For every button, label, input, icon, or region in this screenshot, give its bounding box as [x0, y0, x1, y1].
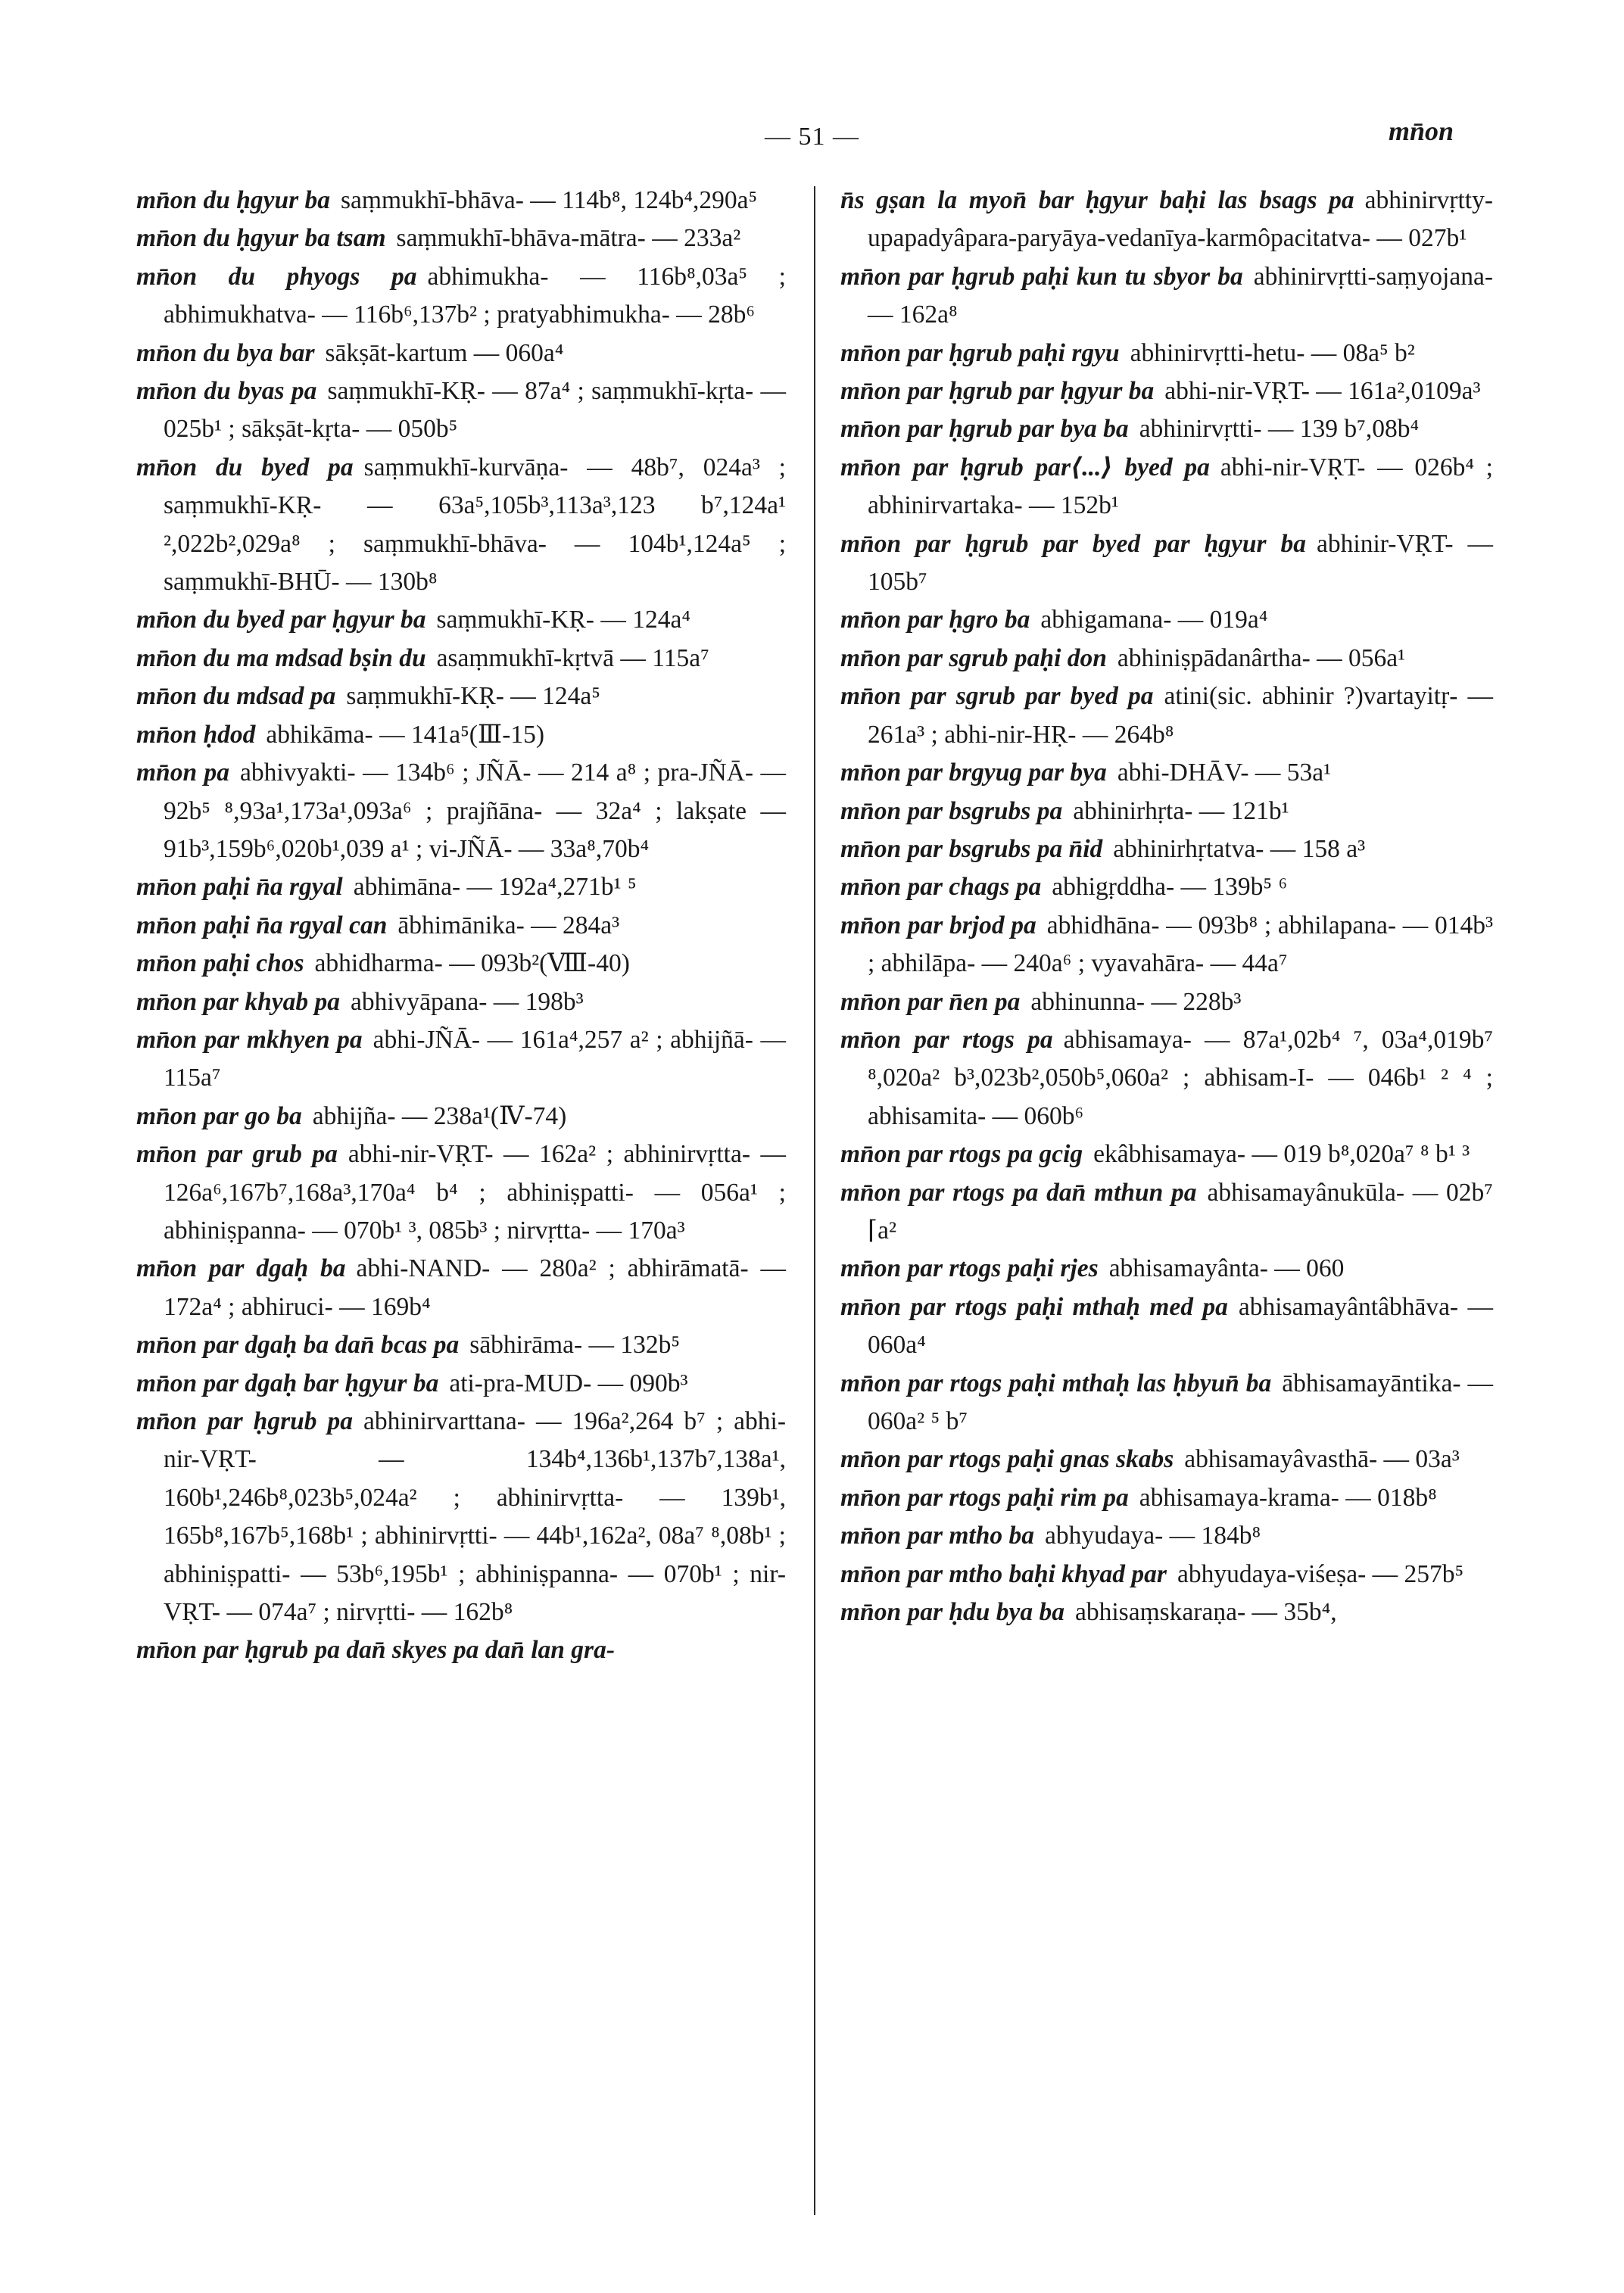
entry-definition: abhinirvṛtti-saṃyojana- — 162a⁸	[868, 262, 1493, 329]
entry-definition: abhidhāna- — 093b⁸ ; abhilapana- — 014b³ ; abhilāpa- — 240a⁶ ; vyavahāra- — 44a⁷	[868, 911, 1493, 978]
dictionary-entry	[840, 1250, 1493, 1288]
dictionary-entry	[136, 335, 786, 372]
entry-headword: mn̄on par rtogs paḥi rim pa	[840, 1483, 1129, 1512]
dictionary-entry	[840, 1594, 1493, 1631]
entry-definition: abhigamana- — 019a⁴	[1040, 606, 1268, 634]
entry-headword: mn̄on par rtogs pa	[840, 1025, 1053, 1054]
entry-headword: mn̄on par ḥgro ba	[840, 606, 1030, 634]
dictionary-entry	[136, 640, 786, 678]
entry-headword: mn̄on du byas pa	[136, 377, 317, 406]
entry-headword: mn̄on du phyogs pa	[136, 262, 417, 291]
dictionary-entry	[840, 449, 1493, 525]
entry-definition: saṃmukhī-KṚ- — 124a⁴	[436, 606, 691, 634]
dictionary-entry	[840, 410, 1493, 448]
entry-definition: saṃmukhī-KṚ- — 124a⁵	[346, 682, 600, 711]
entry-headword: mn̄on du byed par ḥgyur ba	[136, 606, 426, 634]
dictionary-entry	[136, 907, 786, 945]
running-head: mn̄on	[1388, 116, 1454, 146]
dictionary-entry	[136, 258, 786, 335]
entry-definition: ati-pra-MUD- — 090b³	[449, 1369, 688, 1397]
entry-headword: mn̄on par chags pa	[840, 873, 1042, 902]
dictionary-entry	[136, 1365, 786, 1403]
entry-headword: mn̄on du ma mdsad bṣin du	[136, 643, 426, 672]
entry-headword: mn̄on paḥi n̄a rgyal	[136, 873, 343, 902]
entry-headword: mn̄on par bsgrubs pa	[840, 796, 1063, 825]
entry-headword: mn̄on par khyab pa	[136, 987, 340, 1016]
entry-definition: abhi-JÑĀ- — 161a⁴,257 a² ; abhijñā- — 115a⁷	[164, 1025, 786, 1092]
entry-headword: mn̄on par go ba	[136, 1101, 302, 1130]
dictionary-entry	[840, 868, 1493, 906]
entry-definition: abhinirhṛtatva- — 158 a³	[1113, 834, 1366, 863]
entry-headword: mn̄on du byed pa	[136, 453, 354, 481]
dictionary-entry	[840, 372, 1493, 410]
dictionary-entry	[840, 907, 1493, 983]
entry-definition: saṃmukhī-KṚ- — 87a⁴ ; saṃmukhī-kṛta- — 025b¹ ; sākṣāt-kṛta- — 050b⁵	[164, 377, 786, 444]
entry-headword: mn̄on par mtho baḥi khyad par	[840, 1559, 1167, 1588]
entry-headword: mn̄on par ḥgrub par⟨...⟩ byed pa	[840, 453, 1210, 481]
entry-headword: mn̄on par dgaḥ bar ḥgyur ba	[136, 1369, 439, 1397]
entry-definition: abhinunna- — 228b³	[1030, 987, 1242, 1016]
dictionary-entry	[136, 372, 786, 449]
dictionary-entry	[840, 1136, 1493, 1173]
entry-definition: saṃmukhī-bhāva-mātra- — 233a²	[396, 224, 741, 253]
entry-headword: mn̄on par mtho ba	[840, 1522, 1034, 1550]
entry-definition: saṃmukhī-kurvāṇa- — 48b⁷, 024a³ ; saṃmukhī-KṚ- — 63a⁵,105b³,113a³,123 b⁷,124a¹ ²,022b²,029a⁸ ; saṃmukhī-bhāva- — 104b¹,124a⁵ ; saṃmukhī-BHŪ- — 130b⁸	[164, 453, 786, 597]
dictionary-entry	[136, 983, 786, 1021]
dictionary-entry	[840, 678, 1493, 754]
dictionary-entry	[840, 640, 1493, 678]
entry-definition: abhinirvarttana- — 196a²,264 b⁷ ; abhi-nir-VṚT- — 134b⁴,136b¹,137b⁷,138a¹, 160b¹,246b⁸,023b⁵,024a² ; abhinirvṛtta- — 139b¹, 165b⁸,167b⁵,168b¹ ; abhinirvṛtti- — 44b¹,162a², 08a⁷ ⁸,08b¹ ; abhiniṣpatti- — 53b⁶,195b¹ ; abhiniṣpanna- — 070b¹ ; nir-VṚT- — 074a⁷ ; nirvṛtti- — 162b⁸	[164, 1407, 787, 1627]
entry-definition: abhisaṃskaraṇa- — 35b⁴,	[1075, 1598, 1337, 1627]
entry-headword: mn̄on par brjod pa	[840, 911, 1036, 939]
dictionary-entry	[840, 1517, 1493, 1555]
entry-headword: mn̄on par bsgrubs pa n̄id	[840, 834, 1103, 863]
entry-headword: mn̄on par rtogs paḥi gnas skabs	[840, 1445, 1174, 1474]
entry-headword: mn̄on du bya bar	[136, 338, 315, 367]
entry-headword: mn̄on par rtogs pa dan̄ mthun pa	[840, 1178, 1197, 1207]
entry-definition: abhi-nir-VṚT- — 161a²,0109a³	[1164, 377, 1481, 406]
left-column	[136, 182, 786, 1670]
entry-headword: mn̄on paḥi chos	[136, 949, 304, 978]
dictionary-entry	[136, 182, 786, 220]
dictionary-entry	[136, 868, 786, 906]
dictionary-entry	[136, 678, 786, 715]
dictionary-entry	[840, 1174, 1493, 1251]
entry-headword: mn̄on par rtogs pa gcig	[840, 1140, 1083, 1169]
entry-definition: abhisamayânukūla- — 02b⁷ ⌈a²	[868, 1178, 1493, 1245]
entry-headword: mn̄on du ḥgyur ba	[136, 186, 330, 214]
entry-headword: mn̄on par rtogs paḥi mthaḥ med pa	[840, 1292, 1228, 1321]
entry-headword: mn̄on par dgaḥ ba dan̄ bcas pa	[136, 1331, 460, 1360]
entry-definition: atini(sic. abhinir ?)vartayitṛ- — 261a³ ; abhi-nir-HṚ- — 264b⁸	[868, 682, 1493, 749]
entry-headword: mn̄on ḥdod	[136, 720, 256, 749]
dictionary-entry	[136, 1250, 786, 1326]
entry-headword: mn̄on par brgyug par bya	[840, 759, 1107, 787]
dictionary-entry	[136, 945, 786, 983]
entry-headword: mn̄on par ḥgrub par ḥgyur ba	[840, 377, 1155, 406]
entry-definition: abhikāma- — 141a⁵(Ⅲ-15)	[266, 720, 545, 749]
dictionary-entry	[840, 1556, 1493, 1594]
entry-definition: abhi-NAND- — 280a² ; abhirāmatā- — 172a⁴ ; abhiruci- — 169b⁴	[164, 1254, 786, 1321]
dictionary-entry	[136, 1021, 786, 1098]
dictionary-entry	[840, 525, 1493, 602]
dictionary-entry	[136, 1098, 786, 1136]
entry-headword: mn̄on par rtogs paḥi rjes	[840, 1254, 1099, 1283]
dictionary-entry	[136, 716, 786, 754]
dictionary-entry	[840, 601, 1493, 639]
entry-definition: abhimāna- — 192a⁴,271b¹ ⁵	[353, 873, 637, 902]
entry-definition: asaṃmukhī-kṛtvā — 115a⁷	[436, 643, 709, 672]
entry-definition: sābhirāma- — 132b⁵	[469, 1331, 681, 1360]
entry-headword: mn̄on par ḥgrub par byed par ḥgyur ba	[840, 529, 1307, 558]
entry-headword: mn̄on par ḥgrub paḥi kun tu sbyor ba	[840, 262, 1243, 291]
entry-definition: abhinirvṛtti- — 139 b⁷,08b⁴	[1139, 415, 1420, 444]
entry-definition: ābhimānika- — 284a³	[397, 911, 620, 939]
right-column	[840, 182, 1493, 1631]
entry-headword: mn̄on par ḥgrub pa dan̄ skyes pa dan̄ lan gra-	[136, 1636, 615, 1665]
entry-headword: mn̄on par ḥdu bya ba	[840, 1598, 1064, 1627]
dictionary-entry	[136, 1403, 786, 1631]
entry-headword: mn̄on par mkhyen pa	[136, 1025, 363, 1054]
entry-headword: mn̄on pa	[136, 759, 230, 787]
entry-definition: abhijña- — 238a¹(Ⅳ-74)	[312, 1101, 567, 1130]
entry-definition: abhisamayântâbhāva- — 060a⁴	[868, 1292, 1493, 1360]
entry-headword: mn̄on par grub pa	[136, 1140, 338, 1169]
entry-headword: mn̄on par sgrub paḥi don	[840, 643, 1107, 672]
entry-definition: abhisamayânta- — 060	[1108, 1254, 1345, 1283]
entry-definition: ābhisamayāntika- — 060a² ⁵ b⁷	[868, 1369, 1493, 1435]
column-divider	[814, 186, 815, 2215]
entry-headword: mn̄on du mdsad pa	[136, 682, 336, 711]
entry-definition: abhi-nir-VṚT- — 162a² ; abhinirvṛtta- — 126a⁶,167b⁷,168a³,170a⁴ b⁴ ; abhiniṣpatti- — 056a¹ ; abhiniṣpanna- — 070b¹ ³, 085b³ ; nirvṛtta- — 170a³	[164, 1140, 787, 1245]
entry-definition: abhinirhṛta- — 121b¹	[1073, 796, 1289, 825]
entry-definition: abhyudaya- — 184b⁸	[1044, 1522, 1261, 1550]
entry-definition: abhisamayâvasthā- — 03a³	[1184, 1445, 1460, 1474]
entry-definition: abhyudaya-viśeṣa- — 257b⁵	[1177, 1559, 1464, 1588]
entry-headword: mn̄on paḥi n̄a rgyal can	[136, 911, 388, 939]
dictionary-entry	[840, 793, 1493, 830]
dictionary-entry	[840, 335, 1493, 372]
entry-headword: mn̄on par ḥgrub par bya ba	[840, 415, 1129, 444]
entry-definition: abhinirvṛtti-hetu- — 08a⁵ b²	[1130, 338, 1415, 367]
dictionary-entry	[136, 449, 786, 602]
dictionary-entry	[840, 1021, 1493, 1136]
entry-headword: mn̄on par sgrub par byed pa	[840, 682, 1154, 711]
dictionary-entry	[136, 1136, 786, 1250]
entry-definition: abhinirvṛtty-upapadyâpara-paryāya-vedanīya-karmôpacitatva- — 027b¹	[868, 186, 1493, 253]
dictionary-entry	[136, 1631, 786, 1669]
entry-headword: mn̄on par rtogs paḥi mthaḥ las ḥbyun̄ ba	[840, 1369, 1272, 1397]
dictionary-entry	[840, 1365, 1493, 1441]
entry-headword: n̄s gṣan la myon̄ bar ḥgyur baḥi las bsags pa	[840, 186, 1354, 214]
dictionary-entry	[840, 983, 1493, 1021]
entry-definition: abhinir-VṚT- — 105b⁷	[868, 529, 1493, 597]
dictionary-entry	[840, 754, 1493, 792]
entry-definition: abhigṛddha- — 139b⁵ ⁶	[1052, 873, 1288, 902]
entry-headword: mn̄on par ḥgrub pa	[136, 1407, 354, 1435]
entry-headword: mn̄on par dgaḥ ba	[136, 1254, 346, 1283]
entry-definition: abhidharma- — 093b²(Ⅷ-40)	[314, 949, 630, 978]
dictionary-entry	[136, 601, 786, 639]
entry-definition: abhisamaya- — 87a¹,02b⁴ ⁷, 03a⁴,019b⁷ ⁸,020a² b³,023b²,050b⁵,060a² ; abhisam-I- — 046b¹ ² ⁴ ; abhisamita- — 060b⁶	[868, 1025, 1494, 1130]
entry-definition: sākṣāt-kartum — 060a⁴	[325, 338, 564, 367]
entry-headword: mn̄on du ḥgyur ba tsam	[136, 224, 386, 253]
dictionary-entry	[840, 258, 1493, 335]
dictionary-entry	[840, 830, 1493, 868]
entry-definition: abhisamaya-krama- — 018b⁸	[1139, 1483, 1437, 1512]
dictionary-entry	[136, 754, 786, 868]
entry-definition: abhimukha- — 116b⁸,03a⁵ ; abhimukhatva- — 116b⁶,137b² ; pratyabhimukha- — 28b⁶	[164, 262, 786, 329]
dictionary-entry	[136, 220, 786, 257]
entry-headword: mn̄on par n̄en pa	[840, 987, 1021, 1016]
entry-definition: abhivyakti- — 134b⁶ ; JÑĀ- — 214 a⁸ ; pra-JÑĀ- — 92b⁵ ⁸,93a¹,173a¹,093a⁶ ; prajñāna- — 32a⁴ ; lakṣate — 91b³,159b⁶,020b¹,039 a¹ ; vi-JÑĀ- — 33a⁸,70b⁴	[164, 759, 786, 863]
dictionary-entry	[840, 1288, 1493, 1365]
dictionary-entry	[840, 1441, 1493, 1478]
entry-definition: abhi-DHĀV- — 53a¹	[1117, 759, 1332, 787]
entry-definition: abhivyāpana- — 198b³	[350, 987, 584, 1016]
page-number: — 51 —	[765, 123, 859, 151]
dictionary-entry	[136, 1326, 786, 1364]
entry-headword: mn̄on par ḥgrub paḥi rgyu	[840, 338, 1120, 367]
dictionary-entry	[840, 182, 1493, 258]
entry-definition: abhi-nir-VṚT- — 026b⁴ ; abhinirvartaka- — 152b¹	[868, 453, 1493, 520]
entry-definition: ekâbhisamaya- — 019 b⁸,020a⁷ ⁸ b¹ ³	[1093, 1140, 1470, 1169]
entry-definition: abhiniṣpādanârtha- — 056a¹	[1117, 643, 1406, 672]
dictionary-entry	[840, 1479, 1493, 1517]
entry-definition: saṃmukhī-bhāva- — 114b⁸, 124b⁴,290a⁵	[341, 186, 758, 214]
